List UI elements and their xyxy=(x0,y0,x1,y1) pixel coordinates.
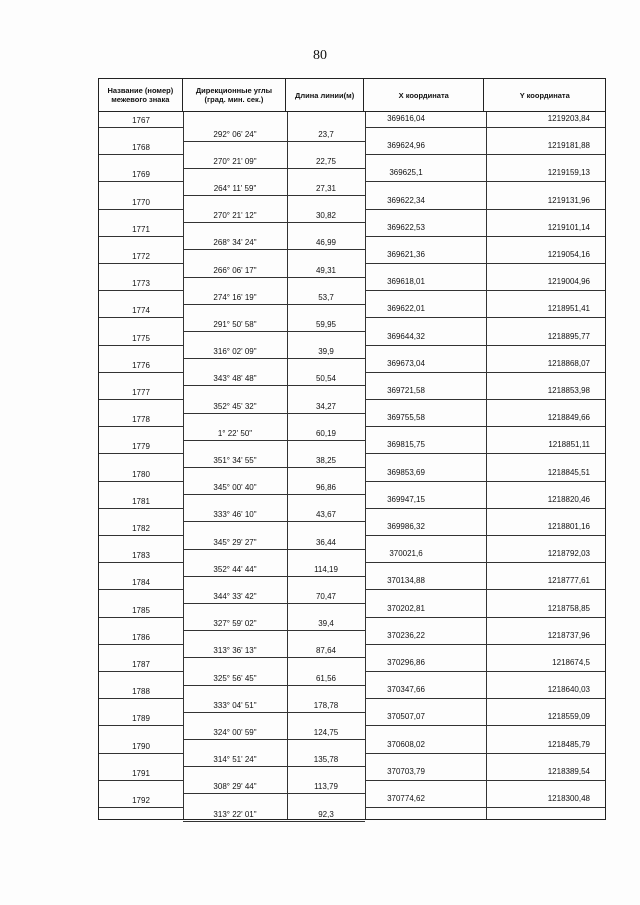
row-divider xyxy=(183,222,365,223)
segment-angle: 308° 29' 44" xyxy=(213,782,257,792)
segment-length: 92,3 xyxy=(318,809,334,819)
segment-angle: 313° 36' 13" xyxy=(213,646,257,656)
segment-angle: 351° 34' 55" xyxy=(213,456,257,465)
point-x: 369644,32 xyxy=(387,331,425,341)
row-divider xyxy=(99,698,183,699)
row-divider xyxy=(365,154,605,155)
point-y: 1218853,98 xyxy=(547,386,590,395)
point-y: 1219131,96 xyxy=(547,195,590,205)
row-divider xyxy=(99,154,183,155)
point-y: 1218895,77 xyxy=(547,331,590,341)
table-body xyxy=(99,112,605,819)
row-divider xyxy=(183,739,365,740)
header-x: X координата xyxy=(364,79,485,111)
row-divider xyxy=(183,576,365,577)
row-divider xyxy=(99,617,183,618)
segment-length: 39,4 xyxy=(318,619,334,629)
point-name: 1789 xyxy=(132,714,150,724)
row-divider xyxy=(183,304,365,305)
segment-length: 36,44 xyxy=(315,537,337,547)
point-y: 1218820,46 xyxy=(547,494,590,504)
segment-angle: 345° 29' 27" xyxy=(213,537,257,547)
row-divider xyxy=(99,725,183,726)
row-divider xyxy=(365,372,605,373)
row-divider xyxy=(183,277,365,278)
point-y: 1219054,16 xyxy=(547,250,590,259)
segment-angle: 343° 48' 48" xyxy=(213,374,257,384)
point-x: 370703,79 xyxy=(387,766,425,776)
point-name: 1777 xyxy=(132,388,150,397)
point-name: 1769 xyxy=(132,170,150,180)
point-x: 370608,02 xyxy=(387,739,425,749)
segment-angle: 313° 22' 01" xyxy=(213,809,257,819)
row-divider xyxy=(365,236,605,237)
row-divider xyxy=(99,753,183,754)
row-divider xyxy=(365,181,605,182)
point-y: 1218758,85 xyxy=(547,603,590,613)
point-name: 1786 xyxy=(132,632,150,642)
row-divider xyxy=(99,481,183,482)
point-x: 369815,75 xyxy=(387,440,425,450)
row-divider xyxy=(183,141,365,142)
segment-length: 23,7 xyxy=(318,129,334,139)
point-y: 1218801,16 xyxy=(547,522,590,531)
point-x: 370296,86 xyxy=(387,658,425,667)
row-divider xyxy=(365,290,605,291)
row-divider xyxy=(365,589,605,590)
point-x: 369622,34 xyxy=(387,195,425,205)
header-y: Y координата xyxy=(519,90,570,100)
segment-angle: 325° 56' 45" xyxy=(213,673,257,683)
segment-length: 39,9 xyxy=(318,347,334,357)
segment-length: 124,75 xyxy=(313,728,339,737)
point-name: 1781 xyxy=(132,496,150,506)
row-divider xyxy=(365,127,605,128)
point-name: 1779 xyxy=(132,442,150,452)
point-y: 1219203,84 xyxy=(547,114,590,123)
segment-length: 135,78 xyxy=(313,755,339,765)
point-x: 369853,69 xyxy=(387,467,425,477)
segment-length: 43,67 xyxy=(315,510,337,520)
point-x: 369621,36 xyxy=(387,250,425,259)
row-divider xyxy=(365,698,605,699)
segment-angle: 291° 50' 58" xyxy=(213,320,257,329)
row-divider xyxy=(183,657,365,658)
row-divider xyxy=(99,644,183,645)
row-divider xyxy=(183,440,365,441)
point-y: 1218389,54 xyxy=(547,766,590,776)
row-divider xyxy=(365,263,605,264)
point-name: 1791 xyxy=(132,768,150,778)
row-divider xyxy=(99,807,183,808)
segment-length: 87,64 xyxy=(315,646,337,656)
segment-angle: 266° 06' 17" xyxy=(213,265,257,275)
point-name: 1767 xyxy=(132,116,150,125)
row-divider xyxy=(183,385,365,386)
point-y: 1219159,13 xyxy=(547,168,590,178)
segment-length: 46,99 xyxy=(315,238,337,248)
segment-length: 59,95 xyxy=(315,320,337,329)
header-name: Название (номер) межевого знака xyxy=(99,79,183,111)
row-divider xyxy=(183,467,365,468)
point-name: 1783 xyxy=(132,551,150,561)
row-divider xyxy=(99,535,183,536)
row-divider xyxy=(183,358,365,359)
row-divider xyxy=(183,766,365,767)
point-name: 1772 xyxy=(132,252,150,261)
row-divider xyxy=(365,481,605,482)
segment-length: 61,56 xyxy=(315,673,337,683)
row-divider xyxy=(183,821,365,822)
point-name: 1792 xyxy=(132,796,150,805)
point-y: 1218951,41 xyxy=(547,304,590,314)
point-x: 370347,66 xyxy=(387,685,425,695)
row-divider xyxy=(99,181,183,182)
segment-angle: 1° 22' 50" xyxy=(217,428,253,438)
row-divider xyxy=(183,603,365,604)
row-divider xyxy=(183,712,365,713)
point-x: 369625,1 xyxy=(389,168,423,178)
segment-length: 38,25 xyxy=(315,456,337,465)
row-divider xyxy=(365,562,605,563)
point-name: 1790 xyxy=(132,741,150,751)
segment-angle: 324° 00' 59" xyxy=(213,728,257,737)
segment-length: 27,31 xyxy=(315,184,337,193)
row-divider xyxy=(183,168,365,169)
segment-angle: 314° 51' 24" xyxy=(213,755,257,765)
coordinate-table xyxy=(98,78,606,820)
point-name: 1775 xyxy=(132,333,150,343)
row-divider xyxy=(365,209,605,210)
row-divider xyxy=(99,426,183,427)
segment-length: 178,78 xyxy=(313,700,339,710)
segment-angle: 274° 16' 19" xyxy=(213,292,257,302)
point-x: 370507,07 xyxy=(387,712,425,722)
point-name: 1784 xyxy=(132,578,150,588)
segment-angle: 270° 21' 09" xyxy=(213,156,257,166)
row-divider xyxy=(99,399,183,400)
point-name: 1771 xyxy=(132,224,150,234)
point-x: 370236,22 xyxy=(387,630,425,640)
row-divider xyxy=(183,630,365,631)
row-divider xyxy=(183,549,365,550)
segment-length: 114,19 xyxy=(314,564,338,574)
segment-length: 96,86 xyxy=(315,483,337,493)
row-divider xyxy=(365,453,605,454)
row-divider xyxy=(183,793,365,794)
segment-length: 22,75 xyxy=(315,156,337,166)
point-y: 1218640,03 xyxy=(547,685,590,695)
row-divider xyxy=(183,685,365,686)
point-x: 369986,32 xyxy=(387,522,425,531)
row-divider xyxy=(99,127,183,128)
row-divider xyxy=(99,508,183,509)
point-x: 369673,04 xyxy=(387,358,425,368)
segment-angle: 333° 04' 51" xyxy=(213,700,257,710)
segment-length: 34,27 xyxy=(315,401,337,411)
point-name: 1773 xyxy=(132,279,150,289)
point-x: 369622,01 xyxy=(387,304,425,314)
row-divider xyxy=(365,426,605,427)
point-y: 1218849,66 xyxy=(547,413,590,423)
point-x: 369624,96 xyxy=(387,141,425,151)
segment-length: 70,47 xyxy=(315,592,337,601)
segment-angle: 352° 44' 44" xyxy=(213,564,257,574)
column-divider xyxy=(486,112,487,819)
header-length: Длина линии(м) xyxy=(286,79,364,111)
page-number: 80 xyxy=(313,48,327,63)
row-divider xyxy=(183,413,365,414)
row-divider xyxy=(365,399,605,400)
point-x: 369618,01 xyxy=(387,277,425,287)
point-name: 1770 xyxy=(132,197,150,207)
point-y: 1218792,03 xyxy=(547,549,590,559)
segment-length: 49,31 xyxy=(315,265,337,275)
segment-length: 60,19 xyxy=(315,428,337,438)
row-divider xyxy=(99,780,183,781)
point-y: 1218868,07 xyxy=(547,358,590,368)
segment-length: 53,7 xyxy=(318,292,334,302)
point-y: 1218845,51 xyxy=(547,467,590,477)
point-y: 1218851,11 xyxy=(548,440,590,450)
header-angle: Дирекционные углы (град. мин. сек.) xyxy=(183,79,287,111)
segment-length: 113,79 xyxy=(314,782,338,792)
row-divider xyxy=(99,345,183,346)
point-name: 1780 xyxy=(132,469,150,479)
segment-angle: 292° 06' 24" xyxy=(213,129,257,139)
row-divider xyxy=(99,453,183,454)
row-divider xyxy=(99,671,183,672)
point-name: 1768 xyxy=(132,143,150,153)
segment-length: 30,82 xyxy=(315,211,337,221)
row-divider xyxy=(183,521,365,522)
row-divider xyxy=(99,589,183,590)
row-divider xyxy=(183,195,365,196)
table-header xyxy=(99,79,605,112)
segment-length: 50,54 xyxy=(315,374,337,384)
segment-angle: 344° 33' 42" xyxy=(213,592,257,601)
point-x: 369616,04 xyxy=(387,114,425,123)
segment-angle: 264° 11' 59" xyxy=(213,184,257,193)
point-name: 1788 xyxy=(132,687,150,697)
point-y: 1218300,48 xyxy=(547,794,590,803)
row-divider xyxy=(99,317,183,318)
row-divider xyxy=(365,807,605,808)
point-y: 1218777,61 xyxy=(547,576,590,586)
point-name: 1782 xyxy=(132,524,150,533)
row-divider xyxy=(99,236,183,237)
row-divider xyxy=(99,372,183,373)
row-divider xyxy=(183,494,365,495)
point-x: 369721,58 xyxy=(387,386,425,395)
row-divider xyxy=(365,644,605,645)
point-y: 1219101,14 xyxy=(547,222,590,232)
point-name: 1787 xyxy=(132,660,150,669)
row-divider xyxy=(365,345,605,346)
row-divider xyxy=(99,562,183,563)
point-y: 1219181,88 xyxy=(547,141,590,151)
row-divider xyxy=(183,249,365,250)
point-y: 1218485,79 xyxy=(547,739,590,749)
segment-angle: 327° 59' 02" xyxy=(213,619,257,629)
point-x: 370021,6 xyxy=(389,549,423,559)
row-divider xyxy=(365,617,605,618)
row-divider xyxy=(365,317,605,318)
point-x: 370202,81 xyxy=(387,603,425,613)
point-y: 1219004,96 xyxy=(547,277,590,287)
row-divider xyxy=(99,209,183,210)
point-name: 1785 xyxy=(132,605,150,615)
row-divider xyxy=(365,780,605,781)
row-divider xyxy=(365,671,605,672)
point-name: 1776 xyxy=(132,360,150,370)
point-y: 1218737,96 xyxy=(547,630,590,640)
segment-angle: 345° 00' 40" xyxy=(213,483,257,493)
point-x: 370134,88 xyxy=(387,576,425,586)
row-divider xyxy=(183,331,365,332)
point-name: 1778 xyxy=(132,415,150,425)
row-divider xyxy=(365,508,605,509)
row-divider xyxy=(99,290,183,291)
point-y: 1218674,5 xyxy=(552,658,590,667)
point-x: 369622,53 xyxy=(387,222,425,232)
point-name: 1774 xyxy=(132,306,150,316)
row-divider xyxy=(99,263,183,264)
row-divider xyxy=(365,753,605,754)
point-x: 370774,62 xyxy=(387,794,425,803)
point-y: 1218559,09 xyxy=(547,712,590,722)
segment-angle: 316° 02' 09" xyxy=(213,347,257,357)
segment-angle: 270° 21' 12" xyxy=(213,211,257,221)
point-x: 369947,15 xyxy=(387,494,425,504)
segment-angle: 268° 34' 24" xyxy=(213,238,257,248)
segment-angle: 352° 45' 32" xyxy=(213,401,257,411)
point-x: 369755,58 xyxy=(387,413,425,423)
column-divider xyxy=(365,112,366,819)
row-divider xyxy=(365,725,605,726)
segment-angle: 333° 46' 10" xyxy=(213,510,257,520)
row-divider xyxy=(365,535,605,536)
